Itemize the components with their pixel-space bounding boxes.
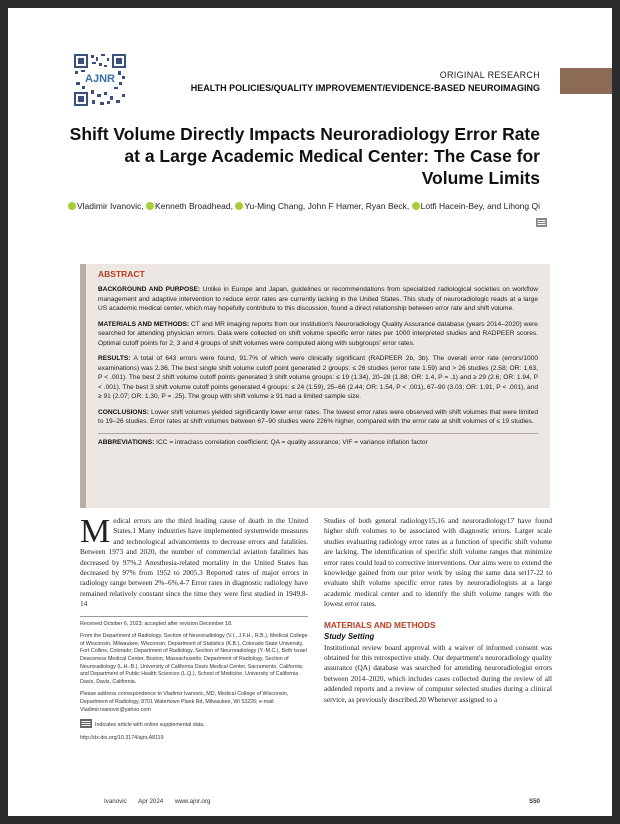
section-label: ORIGINAL RESEARCH <box>439 70 540 80</box>
author: Kenneth Broadhead, <box>154 201 233 211</box>
abstract-abbreviations: ABBREVIATIONS: ICC = intraclass correlation coefficient; QA = quality assurance; VIF = variance inflation factor <box>98 438 428 446</box>
right-column <box>324 516 552 711</box>
orcid-icon[interactable] <box>235 202 243 210</box>
divider <box>98 433 538 434</box>
subsection-heading: Study Setting <box>324 631 375 641</box>
supplemental-note: Indicates article with online supplemental data. <box>80 719 308 730</box>
abstract-box <box>80 264 550 508</box>
author-list <box>20 201 540 211</box>
section-heading: MATERIALS AND METHODS <box>324 619 436 630</box>
accent-bar <box>560 68 612 94</box>
subsection-label: HEALTH POLICIES/QUALITY IMPROVEMENT/EVIDENCE-BASED NEUROIMAGING <box>190 83 540 93</box>
page-number: S50 <box>528 798 540 805</box>
abstract-background: BACKGROUND AND PURPOSE: Unlike in Europe and Japan, guidelines or recommendations from specialized radiological societies on workflow management and adaptive intervention to reduce error rates are currently lacking in the United States. This study of neuroradiologic reads at a large US academic medical center, which may hopefully contribute to this discussion, found a direct relationship between error rate and shift volume. <box>98 286 538 312</box>
footer-site[interactable]: www.ajnr.org <box>174 798 211 805</box>
author: Yu-Ming Chang, John F Hamer, Ryan Beck, <box>244 201 410 211</box>
journal-logo: AJNR <box>83 72 117 86</box>
divider <box>80 616 308 617</box>
page-footer <box>104 798 220 805</box>
qr-code[interactable] <box>74 54 126 106</box>
footer-author: Ivanovic <box>104 798 127 805</box>
abstract-conclusions: CONCLUSIONS: Lower shift volumes yielded significantly lower error rates. The lowest error rates were observed with shift volumes that were limited to 19–26 studies. Error rates at shift volumes between 67–90 studies were 226% higher, compared with the error rate at shift volumes of ≤ 19 studies. <box>98 408 538 425</box>
orcid-icon[interactable] <box>146 202 154 210</box>
abstract-methods: MATERIALS AND METHODS: CT and MR imaging reports from our institution's Neuroradiology Quality Assurance database (years 2014–2020) were searched for attending physician errors. Data were collected on shift volume specific error rates per 1000 interpreted studies and RADPEER scores. Optimal cutoff points for 2, 3 and 4 groups of shift volumes were computed along with subgroups' error rates. <box>98 320 538 347</box>
supplemental-data-icon[interactable] <box>80 719 92 728</box>
affiliations-note: From the Department of Radiology, Section of Neuroradiology (V.I., J.F.H., R.B.), Medical College of Wisconsin, Milwaukee, Wisconsin; Department of Statistics (K.B.), Colorado State University, Fort Collins, Colorado; Department of Radiology, Section of Neuroradiology (Y.-M.C.), Beth Israel Deaconess Medical Center, Boston, Massachusetts; Department of Radiology, Section of Neuroradiology (L.H.-B.), University of California Davis Medical Center, Sacramento, California; and Department of Public Health Sciences (L.Q.), School of Medicine, University of California Davis, Davis, California. <box>80 633 308 685</box>
orcid-icon[interactable] <box>412 202 420 210</box>
received-note: Received October 6, 2023; accepted after revision December 18. <box>80 620 233 627</box>
journal-page <box>8 8 612 816</box>
intro-paragraph-2: Studies of both general radiology15,16 and neuroradiology17 have found higher shift volumes to be associated with diagnostic errors. Larger scale studies evaluating radiology error rates as a function of specific shift volume are lacking. The identification of specific shift volume ranges that minimize error rates could lead to corrective interventions. Our aims were to extend the knowledge gained from our prior work by using the same data set17-22 to evaluate shift volume specific error rates by neuroradiologists at a large academic medical center and to identify the shift volume ranges with the lowest error rates. <box>324 516 552 609</box>
footer-issue: Apr 2024 <box>138 798 164 805</box>
left-column <box>80 513 308 747</box>
correspondence-note: Please address correspondence to Vladimir Ivanovic, MD, Medical College of Wisconsin, Department of Radiology, 8701 Watertown Plank Rd, Milwaukee, WI 53226; e-mail: Vladimir.ivanovic@yahoo.com <box>80 691 289 713</box>
author: Vladimir Ivanovic, <box>77 201 144 211</box>
intro-paragraph: Medical errors are the third leading cause of death in the United States.1 Many industries have implemented systemwide measures and technological advancements to decrease errors and fatalities. Between 1973 and 2020, the number of commercial aviation fatalities has decreased by 97%.2 Anesthesia-related mortality in the United States has decreased by 97% from 1952 to 2005.3 Reported rates of major errors in radiology range between 2%–6%.4-7 Error rates in diagnostic radiology have remained relatively constant since the time they were first studied in 1949.8-14 <box>80 513 308 609</box>
article-title: Shift Volume Directly Impacts Neuroradiology Error Rate at a Large Academic Medical Center: The Case for Volume Limits <box>69 124 540 188</box>
abstract-results: RESULTS: A total of 643 errors were found, 91.7% of which were clinically significant (RADPEER 2b, 3b). The overall error rate (errors/1000 examinations) was 2.36. The best single shift volume cutoff point generated 2 groups: ≤ 26 studies (error rate 1.59) and > 26 studies (2.58; OR: 1.63, P < .001). The best 2 shift volume cutoff points generated 3 shift volume groups: ≤ 19 (1.34), 20–28 (1.88; OR: 1.4, P = .1) and ≥ 29 (2.6; OR: 1.94, P < .001). The best 3 shift volume cutoff points generated 4 groups: ≤ 24 (1.59), 25–66 (2.44; OR: 1.54, P < .001), 67–90 (3.03; OR: 1.91, P < .001), and ≥ 91 (2.07; OR: 1.30, P = .25). The group with shift volume ≥ 91 had a limited sample size. <box>98 355 539 400</box>
drop-cap: M <box>80 513 111 550</box>
doi-link[interactable]: http://dx.doi.org/10.3174/ajnr.A8119 <box>80 734 164 741</box>
article-menu-icon[interactable] <box>536 218 547 227</box>
author: Lotfi Hacein-Bey, and Lihong Qi <box>420 201 540 211</box>
abstract-heading: ABSTRACT <box>98 269 145 279</box>
methods-paragraph: Institutional review board approval with a waiver of informed consent was obtained for this retrospective study. Our department's neuroradiology quality assurance (QA) database was searched for attending neuroradiologist errors between 2014–2020, which includes cases collected during the review of all addended reports and a review of computer selected studies during a clinical service, as previously described.20 Whenever assigned to a <box>324 642 552 704</box>
orcid-icon[interactable] <box>68 202 76 210</box>
